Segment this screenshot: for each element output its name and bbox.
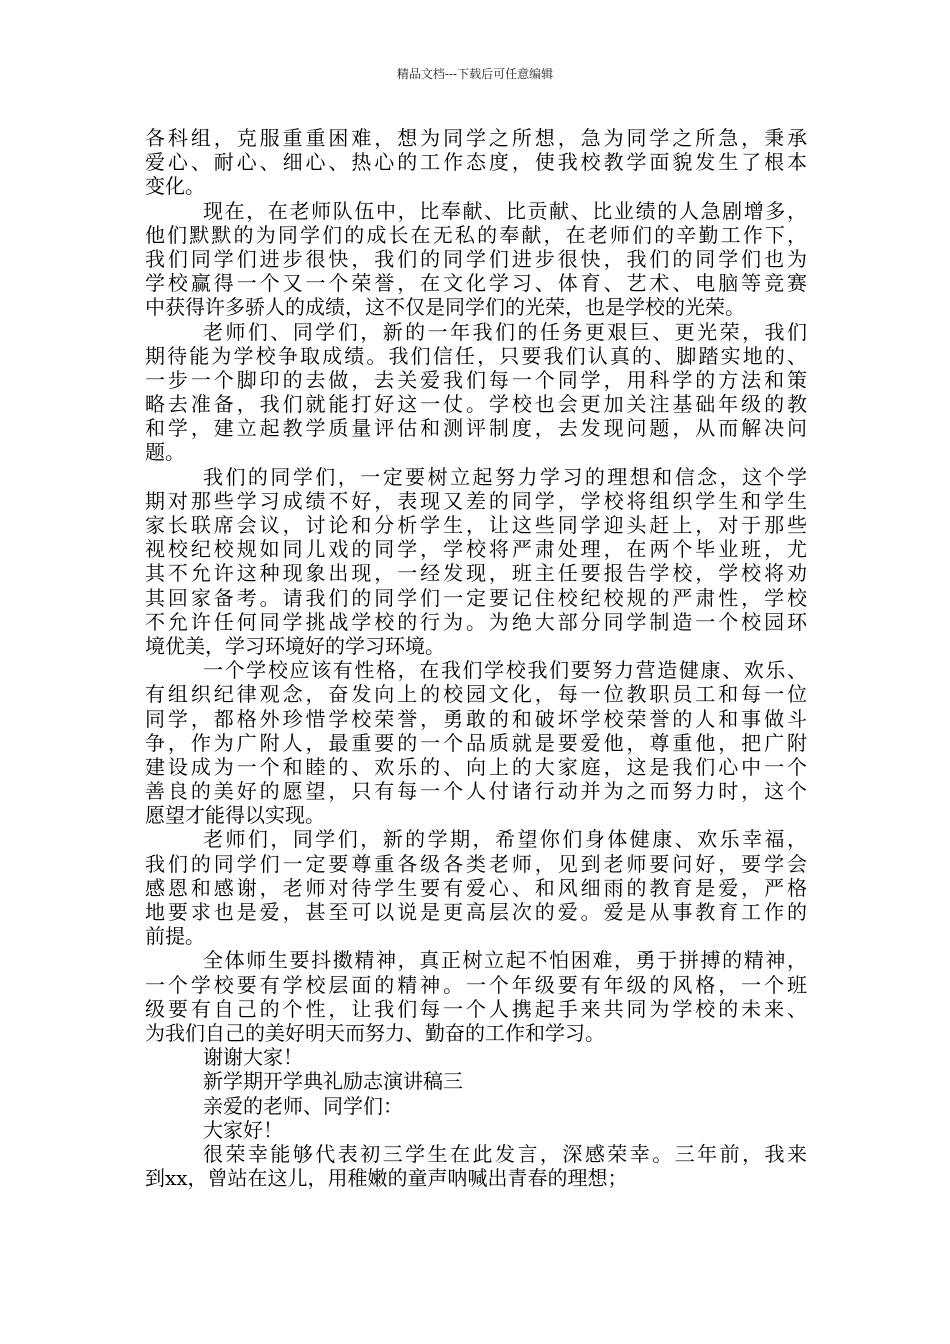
text-line: 期对那些学习成绩不好，表现又差的同学，学校将组织学生和学生 [145,488,807,513]
text-line: 我们同学们进步很快，我们的同学们进步很快，我们的同学们也为 [145,246,807,271]
text-line: 学校赢得一个又一个荣誉，在文化学习、体育、艺术、电脑等竞赛 [145,271,807,296]
text-line: 全体师生要抖擞精神，真正树立起不怕困难，勇于拼搏的精神， [203,948,807,973]
paragraph [145,1118,807,1142]
page-header: 精品文档---下载后可任意编辑 [396,67,554,81]
text-line: 境优美，学习环境好的学习环境。 [145,633,445,658]
paragraph [145,1069,807,1093]
text-line: 建设成为一个和睦的、欢乐的、向上的大家庭，这是我们心中一个 [145,754,807,779]
text-line: 新学期开学典礼励志演讲稿三 [203,1069,463,1094]
text-line: 争，作为广附人，最重要的一个品质就是要爱他，尊重他，把广附 [145,730,807,755]
paragraph [145,320,807,465]
text-line: 地要求也是爱，甚至可以说是更高层次的爱。爱是从事教育工作的 [145,900,807,924]
text-line: 爱心、耐心、细心、热心的工作态度，使我校教学面貌发生了根本 [145,150,807,175]
paragraph [145,465,807,659]
text-line: 各科组，克服重重困难，想为同学之所想，急为同学之所急，秉承 [145,126,807,150]
text-line: 一个学校应该有性格，在我们学校我们要努力营造健康、欢乐、 [203,658,807,683]
paragraph [145,1045,807,1069]
paragraph [145,948,807,1045]
text-line: 老师们，同学们，新的学期，希望你们身体健康、欢乐幸福， [203,827,807,852]
text-line: 我们的同学们一定要尊重各级各类老师，见到老师要问好，要学会 [145,851,807,876]
text-line: 愿望才能得以实现。 [145,803,325,828]
paragraph [145,658,807,827]
text-line: 到xx，曾站在这儿，用稚嫩的童声呐喊出青春的理想； [145,1166,628,1191]
text-line: 其不允许这种现象出现，一经发现，班主任要报告学校，学校将劝 [145,561,807,586]
text-line: 感恩和感谢，老师对待学生要有爱心、和风细雨的教育是爱，严格 [145,875,807,900]
text-line: 为我们自己的美好明天而努力、勤奋的工作和学习。 [145,1020,605,1045]
paragraph [145,1094,807,1118]
text-line: 有组织纪律观念，奋发向上的校园文化，每一位教职员工和每一位 [145,682,807,707]
text-line: 大家好！ [203,1117,283,1142]
document-body [145,126,807,1190]
paragraph [145,199,807,320]
text-line: 视校纪校规如同儿戏的同学，学校将严肃处理，在两个毕业班，尤 [145,537,807,562]
text-line: 和学，建立起教学质量评估和测评制度，去发现问题，从而解决问 [145,416,807,441]
text-line: 一步一个脚印的去做，去关爱我们每一个同学，用科学的方法和策 [145,367,807,392]
text-line: 期待能为学校争取成绩。我们信任，只要我们认真的、脚踏实地的、 [145,343,807,368]
text-line: 现在，在老师队伍中，比奉献、比贡献、比业绩的人急剧增多， [203,198,807,223]
text-line: 他们默默的为同学们的成长在无私的奉献，在老师们的辛勤工作下， [145,222,807,247]
text-line: 级要有自己的个性，让我们每一个人携起手来共同为学校的未来、 [145,996,807,1021]
text-line: 一个学校要有学校层面的精神。一个年级要有年级的风格，一个班 [145,972,807,997]
text-line: 不允许任何同学挑战学校的行为。为绝大部分同学制造一个校园环 [145,609,807,634]
paragraph [145,827,807,948]
text-line: 题。 [145,440,185,465]
text-line: 前提。 [145,924,205,949]
text-line: 中获得许多骄人的成绩，这不仅是同学们的光荣，也是学校的光荣。 [145,295,745,320]
text-line: 很荣幸能够代表初三学生在此发言，深感荣幸。三年前，我来 [203,1141,807,1166]
text-line: 变化。 [145,174,205,199]
text-line: 谢谢大家！ [203,1045,303,1070]
text-line: 家长联席会议，讨论和分析学生，让这些同学迎头赶上，对于那些 [145,513,807,537]
text-line: 老师们、同学们，新的一年我们的任务更艰巨、更光荣，我们 [203,319,807,344]
paragraph [145,1142,807,1190]
text-line: 略去准备，我们就能打好这一仗。学校也会更加关注基础年级的教 [145,392,807,417]
paragraph [145,126,807,199]
text-line: 其回家备考。请我们的同学们一定要记住校纪校规的严肃性，学校 [145,585,807,610]
text-line: 我们的同学们，一定要树立起努力学习的理想和信念，这个学 [203,464,807,489]
text-line: 善良的美好的愿望，只有每一个人付诸行动并为之而努力时，这个 [145,779,807,804]
text-line: 亲爱的老师、同学们： [203,1093,403,1118]
text-line: 同学，都格外珍惜学校荣誉，勇敢的和破坏学校荣誉的人和事做斗 [145,706,807,731]
